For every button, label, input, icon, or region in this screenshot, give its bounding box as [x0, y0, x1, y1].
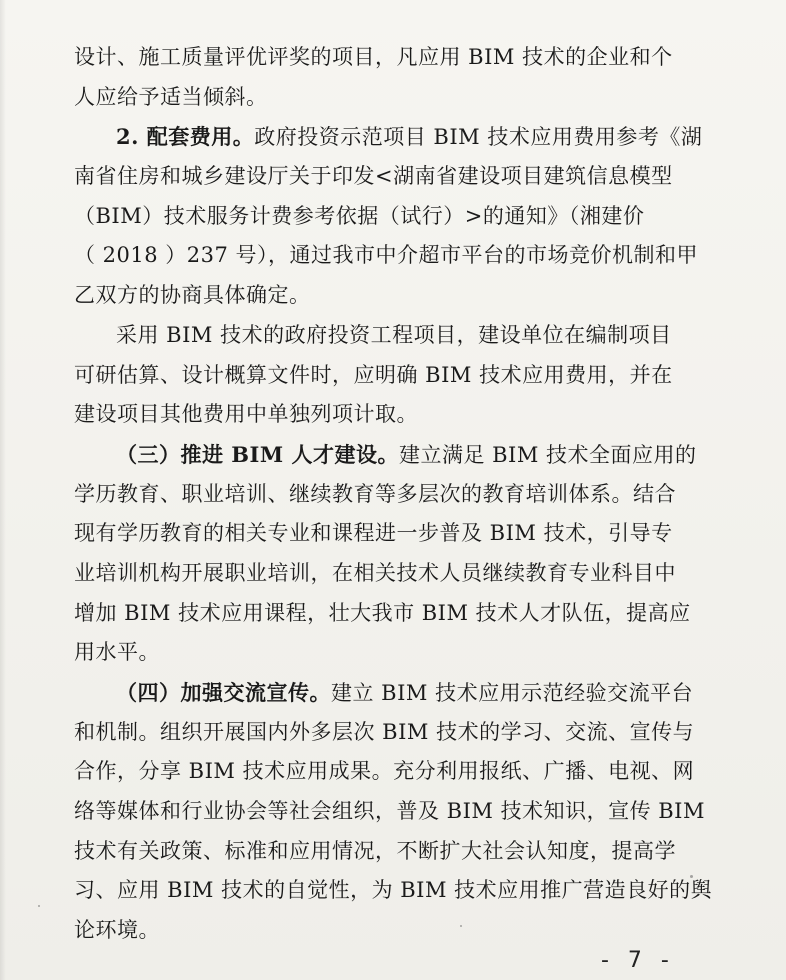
paragraph-first-line [74, 117, 714, 157]
body-text: 建立满足 BIM 技术全面应用的 [398, 442, 697, 467]
body-text: 习、应用 BIM 技术的自觉性，为 BIM 技术应用推广营造良好的舆 [74, 878, 713, 903]
scan-speck [460, 925, 462, 927]
text-line [74, 197, 714, 237]
text-line [74, 752, 714, 792]
scan-shadow-edge [0, 0, 6, 980]
body-text: 业培训机构开展职业培训，在相关技术人员继续教育专业科目中 [74, 560, 676, 585]
text-line [74, 633, 714, 673]
body-text: 南省住房和城乡建设厅关于印发<湖南省建设项目建筑信息模型 [74, 164, 673, 189]
text-line [74, 475, 714, 515]
text-line [74, 276, 714, 316]
text-line [74, 395, 714, 435]
body-text: 和机制。组织开展国内外多层次 BIM 技术的学习、交流、宣传与 [74, 719, 695, 744]
text-line [74, 514, 714, 554]
text-line [74, 594, 714, 634]
body-text: 政府投资示范项目 BIM 技术应用费用参考《湖 [254, 125, 703, 150]
text-line [74, 157, 714, 197]
text-line [74, 832, 714, 872]
body-text: 采用 BIM 技术的政府投资工程项目，建设单位在编制项目 [116, 322, 672, 347]
text-line [74, 871, 714, 911]
body-text: 论环境。 [74, 918, 160, 943]
body-text: （BIM）技术服务计费参考依据（试行）>的通知》（湘建价 [74, 203, 645, 228]
text-line [74, 713, 714, 753]
text-line [74, 792, 714, 832]
body-text: 设计、施工质量评优评奖的项目，凡应用 BIM 技术的企业和个 [74, 45, 673, 69]
body-text: 技术有关政策、标准和应用情况，不断扩大社会认知度，提高学 [74, 838, 676, 863]
body-text: 用水平。 [74, 640, 160, 665]
body-text: 络等媒体和行业协会等社会组织，普及 BIM 技术知识，宣传 BIM [74, 799, 705, 824]
body-text: 可研估算、设计概算文件时，应明确 BIM 技术应用费用，并在 [74, 362, 673, 387]
text-line [74, 356, 714, 396]
text-line [74, 78, 714, 118]
document-body [74, 38, 714, 951]
body-text: （ 2018 ）237 号），通过我市中介超市平台的市场竞价机制和甲 [74, 243, 699, 268]
section-heading: 2. 配套费用。 [116, 124, 255, 150]
body-text: 现有学历教育的相关专业和课程进一步普及 BIM 技术，引导专 [74, 521, 673, 546]
body-text: 人应给予适当倾斜。 [74, 84, 268, 109]
section-heading: （四）加强交流宣传。 [116, 680, 331, 705]
body-text: 增加 BIM 技术应用课程，壮大我市 BIM 技术人才队伍，提高应 [74, 600, 691, 625]
page-number: - 7 - [601, 948, 675, 973]
text-line [74, 911, 714, 951]
paragraph-first-line [74, 316, 714, 356]
text-line [74, 554, 714, 594]
text-line [74, 236, 714, 276]
body-text: 乙双方的协商具体确定。 [74, 283, 311, 308]
paragraph-first-line [74, 673, 714, 713]
scan-speck [38, 905, 40, 907]
text-line [74, 38, 714, 78]
paragraph-first-line [74, 435, 714, 475]
section-heading: （三）推进 BIM 人才建设。 [116, 441, 399, 467]
body-text: 合作，分享 BIM 技术应用成果。充分利用报纸、广播、电视、网 [74, 759, 695, 784]
scan-speck [690, 875, 693, 878]
body-text: 建立 BIM 技术应用示范经验交流平台 [331, 681, 694, 705]
body-text: 建设项目其他费用中单独列项计取。 [74, 402, 418, 427]
body-text: 学历教育、职业培训、继续教育等多层次的教育培训体系。结合 [74, 481, 676, 506]
